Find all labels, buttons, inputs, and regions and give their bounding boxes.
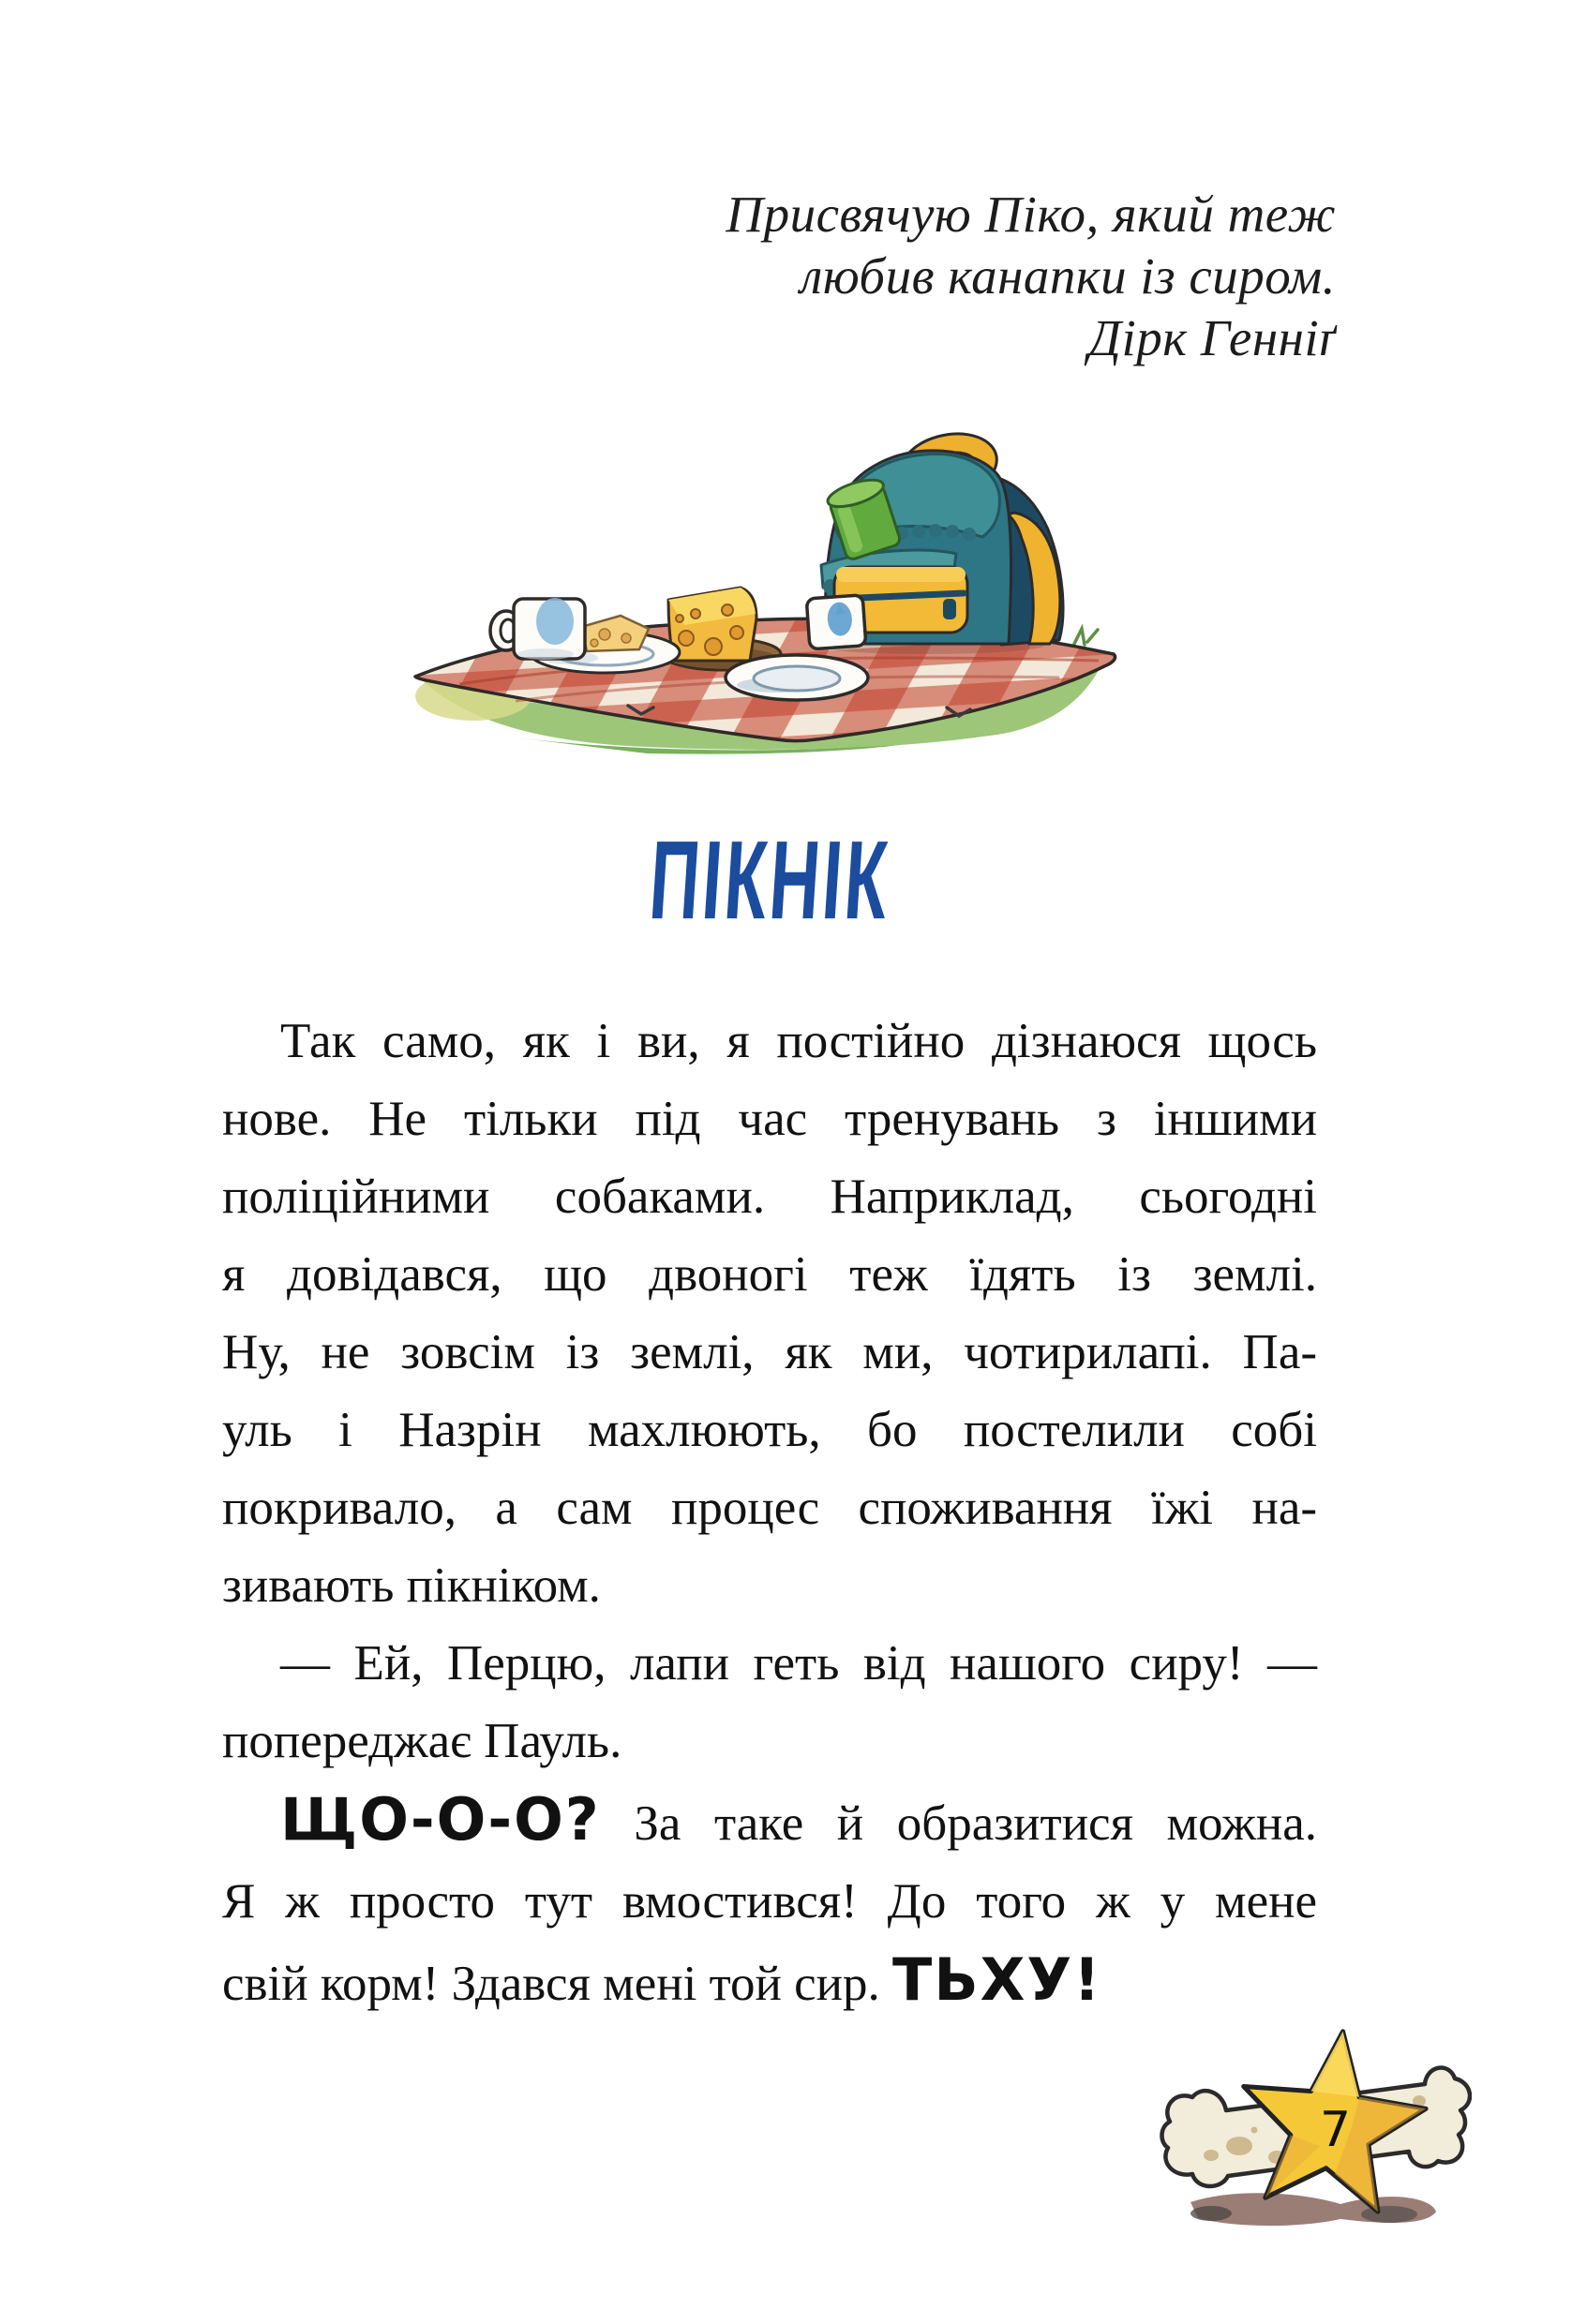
text-run: покривало, а сам процес споживання їжі на- (222, 1481, 1317, 1535)
text-run: нове. Не тільки під час тренувань з іншими (222, 1092, 1317, 1146)
dedication-line: любив канапки із сиром. (800, 247, 1336, 305)
body-text-line (222, 1703, 1317, 1780)
body-text-line (222, 1780, 1317, 1863)
chapter-title (222, 818, 1317, 943)
body-text-line (222, 1236, 1317, 1314)
text-run: попереджає Пауль. (222, 1714, 622, 1768)
page-number: 7 (1320, 2102, 1352, 2158)
body-text-line (222, 1625, 1317, 1703)
body-text-line (222, 1547, 1317, 1625)
cheese-wedge (668, 588, 756, 661)
shadow (1190, 2193, 1436, 2226)
text-run: поліційними собаками. Наприклад, сьогодні (222, 1169, 1317, 1224)
body-text-line (222, 1158, 1317, 1236)
text-run: я довідався, що двоногі теж їдять із землі. (222, 1247, 1317, 1302)
body-text-line (222, 1469, 1317, 1547)
dedication (726, 184, 1336, 369)
text-run: Ну, не зовсім із землі, як ми, чотирилапі. Па- (222, 1325, 1317, 1379)
body-text-line (222, 1314, 1317, 1392)
text-run: свій корм! Здався мені той сир. (222, 1957, 893, 2011)
body-text-line (222, 1392, 1317, 1469)
text-run: За таке й образитися можна. (600, 1796, 1317, 1851)
text-run: Так само, як і ви, я постійно дізнаюся щось (280, 1014, 1317, 1068)
text-run: уль і Назрін махлюють, бо постелили собі (222, 1403, 1317, 1457)
text-run: — Ей, Перцю, лапи геть від нашого сиру! — (280, 1636, 1317, 1691)
picnic-illustration (403, 426, 1144, 754)
chapter-title-text: ПІКНІК (645, 818, 894, 943)
mug-right (806, 595, 866, 649)
empty-plate (726, 655, 868, 700)
text-run: Я ж просто тут вмостився! До того ж у мене (222, 1874, 1317, 1929)
zipper-pull (943, 599, 956, 619)
body-text-line (222, 1003, 1317, 1080)
comic-exclamation: ТЬХУ! (892, 1945, 1102, 2014)
body-text-line (222, 1080, 1317, 1158)
text-run: зивають пікніком. (222, 1558, 601, 1613)
dedication-line: Присвячую Піко, який теж (726, 186, 1336, 243)
comic-exclamation: ЩО-О-О? (280, 1785, 601, 1854)
page-marker (1153, 2005, 1472, 2240)
mug-left (490, 598, 585, 660)
story-text (222, 1003, 1317, 2023)
body-text-line (222, 1863, 1317, 1941)
dedication-author: Дірк Генніґ (1088, 309, 1336, 366)
